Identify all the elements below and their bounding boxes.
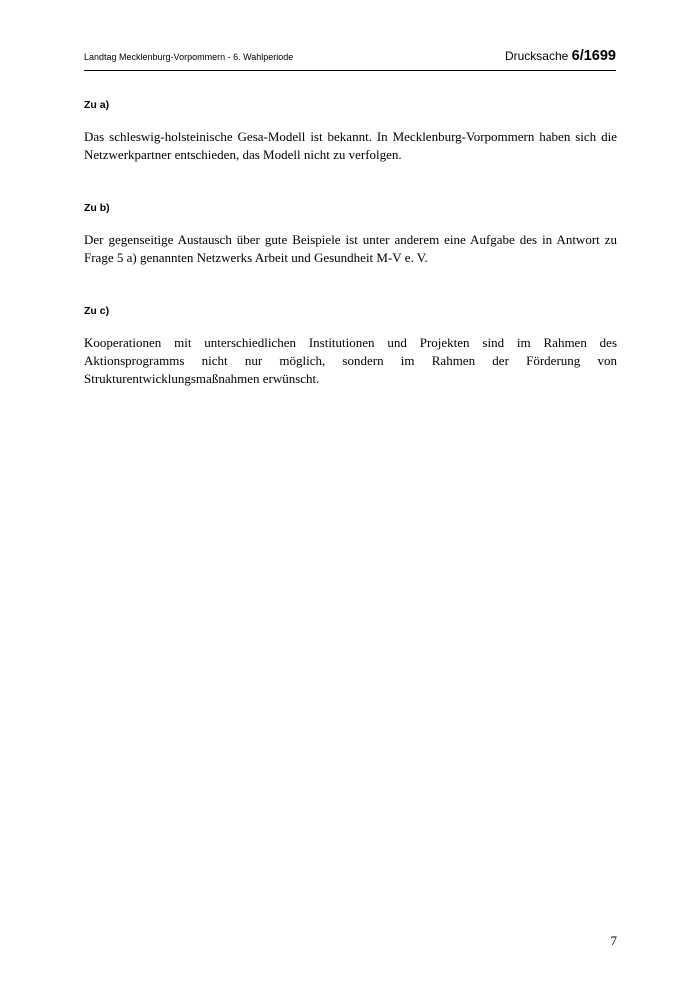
- header-document-label: Drucksache: [504, 49, 569, 63]
- section-a: [84, 99, 617, 164]
- header-parliament-title: Landtag Mecklenburg-Vorpommern - 6. Wahlperiode: [84, 52, 294, 62]
- page-content: [84, 99, 617, 426]
- page-number: 7: [610, 933, 617, 948]
- section-paragraph: Der gegenseitige Austausch über gute Beispiele ist unter anderem eine Aufgabe des in Antwort zu Frage 5 a) genannten Netzwerks Arbeit und Gesundheit M-V e. V.: [84, 232, 617, 265]
- section-paragraph: Das schleswig-holsteinische Gesa-Modell ist bekannt. In Mecklenburg-Vorpommern haben sich die Netzwerkpartner entschieden, das Modell nicht zu verfolgen.: [84, 129, 617, 162]
- section-paragraph: Kooperationen mit unterschiedlichen Institutionen und Projekten sind im Rahmen des Aktionsprogramms nicht nur möglich, sondern im Rahmen der Förderung von Strukturentwicklungsmaßnahmen erwünscht.: [84, 335, 617, 386]
- section-c: [84, 305, 617, 388]
- header-document-number: 6/1699: [571, 48, 616, 64]
- page-header: [84, 44, 616, 71]
- section-heading: Zu c): [84, 305, 110, 317]
- section-heading: Zu a): [84, 99, 110, 111]
- section-heading: Zu b): [84, 202, 110, 214]
- section-b: [84, 202, 617, 267]
- header-document-ref: [505, 48, 616, 64]
